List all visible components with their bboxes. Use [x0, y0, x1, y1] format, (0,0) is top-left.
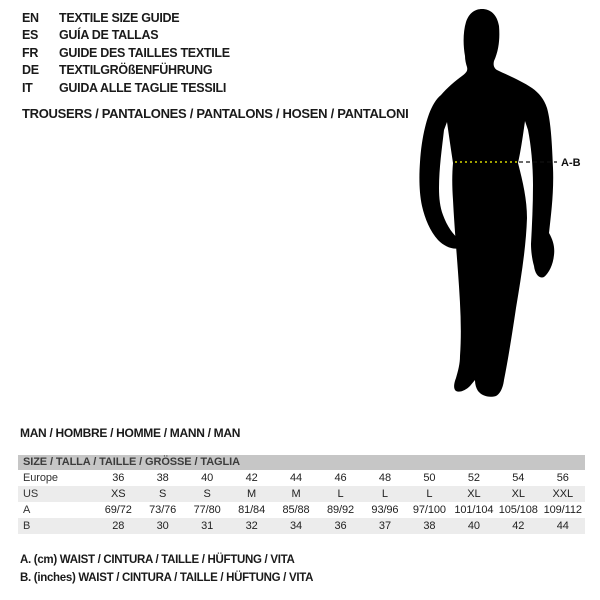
table-row-a-cm [18, 502, 585, 518]
table-cell: XXL [552, 488, 573, 500]
garment-heading: TROUSERS / PANTALONES / PANTALONS / HOSEN / PANTALONI [22, 106, 409, 121]
table-cell: 89/92 [326, 504, 354, 516]
table-cell: 54 [512, 472, 525, 484]
language-code: EN [22, 10, 39, 25]
table-cell: 38 [156, 472, 169, 484]
table-cell: 56 [556, 472, 569, 484]
table-cell: 40 [201, 472, 214, 484]
table-cell: L [381, 488, 388, 500]
row-label: B [23, 520, 31, 532]
language-label: GUÍA DE TALLAS [59, 28, 159, 43]
table-cell: 44 [290, 472, 303, 484]
table-cell: 36 [112, 472, 125, 484]
table-cell: 28 [112, 520, 125, 532]
table-cell: 50 [423, 472, 436, 484]
language-code: ES [22, 28, 39, 43]
table-cell: 97/100 [412, 504, 446, 516]
measurement-notes [20, 551, 313, 587]
table-cell: 34 [290, 520, 303, 532]
language-code: DE [22, 63, 39, 78]
language-label: TEXTILE SIZE GUIDE [59, 10, 180, 25]
table-cell: 109/112 [543, 504, 582, 516]
language-row-en [22, 9, 230, 27]
table-cell: 69/72 [104, 504, 132, 516]
table-cell: 30 [156, 520, 169, 532]
table-cell: L [337, 488, 344, 500]
language-row-de [22, 62, 230, 80]
table-cell: M [291, 488, 301, 500]
table-cell: 42 [512, 520, 525, 532]
table-cell: 85/88 [282, 504, 310, 516]
man-silhouette-figure [390, 0, 600, 420]
language-list [22, 9, 230, 97]
language-row-fr [22, 44, 230, 62]
table-cell: XL [467, 488, 481, 500]
table-cell: XL [511, 488, 525, 500]
table-cell: 48 [378, 472, 391, 484]
silhouette-shape [419, 9, 554, 397]
row-label: A [23, 504, 31, 516]
table-cell: 37 [378, 520, 391, 532]
table-row-us [18, 486, 585, 502]
language-code: FR [22, 45, 39, 60]
table-cell: M [247, 488, 257, 500]
size-table-header: SIZE / TALLA / TAILLE / GRÖSSE / TAGLIA [18, 455, 585, 470]
table-row-europe [18, 470, 585, 486]
table-cell: 36 [334, 520, 347, 532]
size-table [18, 455, 585, 534]
table-cell: S [159, 488, 167, 500]
table-cell: 105/108 [498, 504, 538, 516]
note-a-cm: A. (cm) WAIST / CINTURA / TAILLE / HÜFTUNG / VITA [20, 554, 295, 566]
row-label: Europe [23, 472, 58, 484]
table-cell: 46 [334, 472, 347, 484]
table-cell: 44 [556, 520, 569, 532]
row-label: US [23, 488, 39, 500]
table-cell: 101/104 [454, 504, 494, 516]
table-cell: 31 [201, 520, 214, 532]
table-cell: 52 [467, 472, 480, 484]
table-cell: 32 [245, 520, 258, 532]
language-label: GUIDE DES TAILLES TEXTILE [59, 45, 230, 60]
table-cell: 77/80 [193, 504, 221, 516]
table-cell: 42 [245, 472, 258, 484]
man-silhouette-svg [390, 0, 600, 420]
measure-label: A-B [561, 157, 581, 169]
table-cell: S [203, 488, 211, 500]
table-cell: 40 [467, 520, 480, 532]
table-row-b-inches [18, 518, 585, 534]
table-cell: 81/84 [238, 504, 266, 516]
language-label: TEXTILGRÖßENFÜHRUNG [59, 63, 213, 78]
language-row-it [22, 79, 230, 97]
table-cell: 93/96 [371, 504, 399, 516]
table-cell: L [426, 488, 433, 500]
gender-heading: MAN / HOMBRE / HOMME / MANN / MAN [20, 426, 241, 440]
note-b-inches: B. (inches) WAIST / CINTURA / TAILLE / HÜFTUNG / VITA [20, 572, 314, 584]
language-label: GUIDA ALLE TAGLIE TESSILI [59, 80, 227, 95]
language-code: IT [22, 80, 33, 95]
table-cell: XS [110, 488, 126, 500]
table-cell: 38 [423, 520, 436, 532]
table-cell: 73/76 [149, 504, 177, 516]
language-row-es [22, 27, 230, 45]
